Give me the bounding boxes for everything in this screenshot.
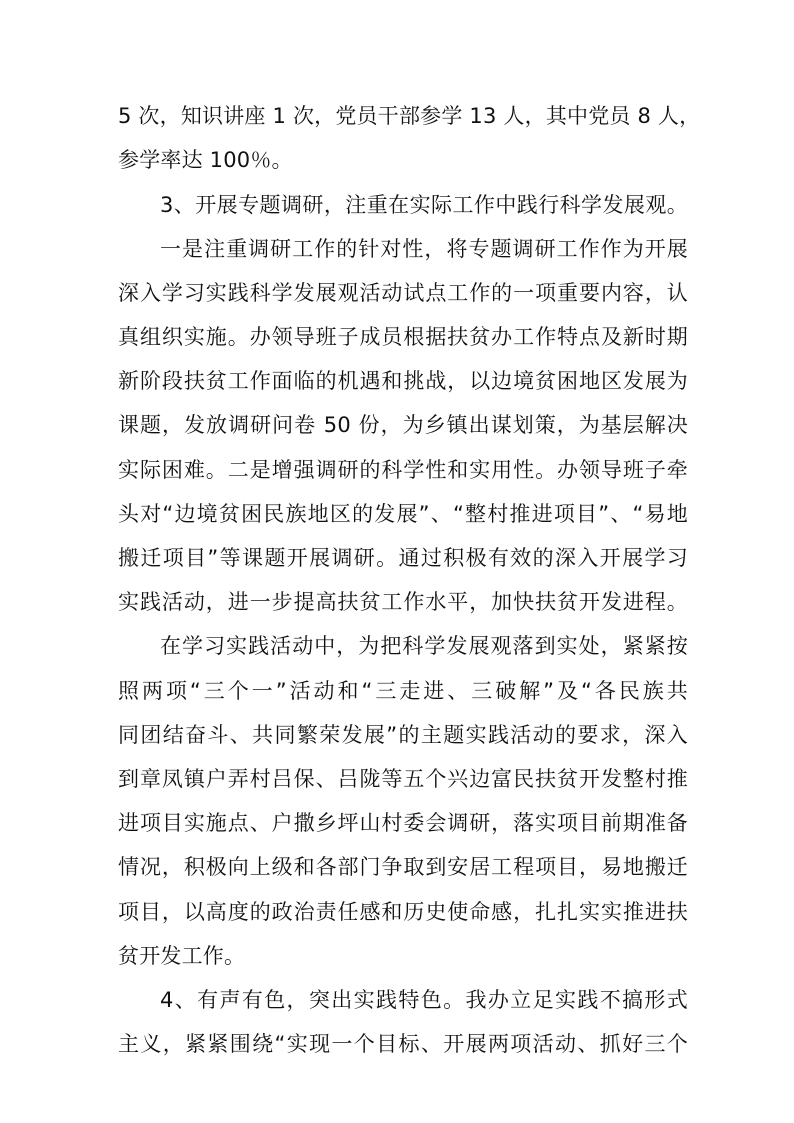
text-line: 贫开发工作。 — [118, 944, 246, 968]
text-line: 4、有声有色，突出实践特色。我办立足实践不搞形式 — [160, 988, 688, 1012]
text-line: 搬迁项目”等课题开展调研。通过积极有效的深入开展学习 — [118, 546, 688, 570]
text-line: 照两项“三个一”活动和“三走进、三破解”及“各民族共 — [118, 679, 688, 703]
text-line: 进项目实施点、户撒乡坪山村委会调研，落实项目前期准备 — [118, 811, 688, 835]
text-line: 同团结奋斗、共同繁荣发展”的主题实践活动的要求，深入 — [118, 723, 688, 747]
text-line: 课题，发放调研问卷 50 份，为乡镇出谋划策，为基层解决 — [118, 413, 688, 437]
text-line: 项目，以高度的政治责任感和历史使命感，扎扎实实推进扶 — [118, 900, 688, 924]
text-line: 头对“边境贫困民族地区的发展”、“整村推进项目”、“易地 — [118, 502, 688, 526]
text-line: 主义，紧紧围绕“实现一个目标、开展两项活动、抓好三个 — [118, 1032, 688, 1056]
text-line: 5 次，知识讲座 1 次，党员干部参学 13 人，其中党员 8 人， — [118, 104, 701, 128]
text-line: 真组织实施。办领导班子成员根据扶贫办工作特点及新时期 — [118, 325, 688, 349]
text-line: 一是注重调研工作的针对性，将专题调研工作作为开展 — [160, 237, 688, 261]
text-line: 参学率达 100％。 — [118, 148, 293, 172]
text-line: 实践活动，进一步提高扶贫工作水平，加快扶贫开发进程。 — [118, 590, 688, 614]
text-line: 新阶段扶贫工作面临的机遇和挑战，以边境贫困地区发展为 — [118, 369, 688, 393]
text-line: 3、开展专题调研，注重在实际工作中践行科学发展观。 — [160, 193, 688, 217]
text-line: 实际困难。二是增强调研的科学性和实用性。办领导班子牵 — [118, 458, 688, 482]
text-line: 深入学习实践科学发展观活动试点工作的一项重要内容，认 — [118, 281, 688, 305]
text-line: 情况，积极向上级和各部门争取到安居工程项目，易地搬迁 — [118, 855, 688, 879]
text-line: 到章凤镇户弄村吕保、吕陇等五个兴边富民扶贫开发整村推 — [118, 767, 688, 791]
text-line: 在学习实践活动中，为把科学发展观落到实处，紧紧按 — [160, 634, 688, 658]
